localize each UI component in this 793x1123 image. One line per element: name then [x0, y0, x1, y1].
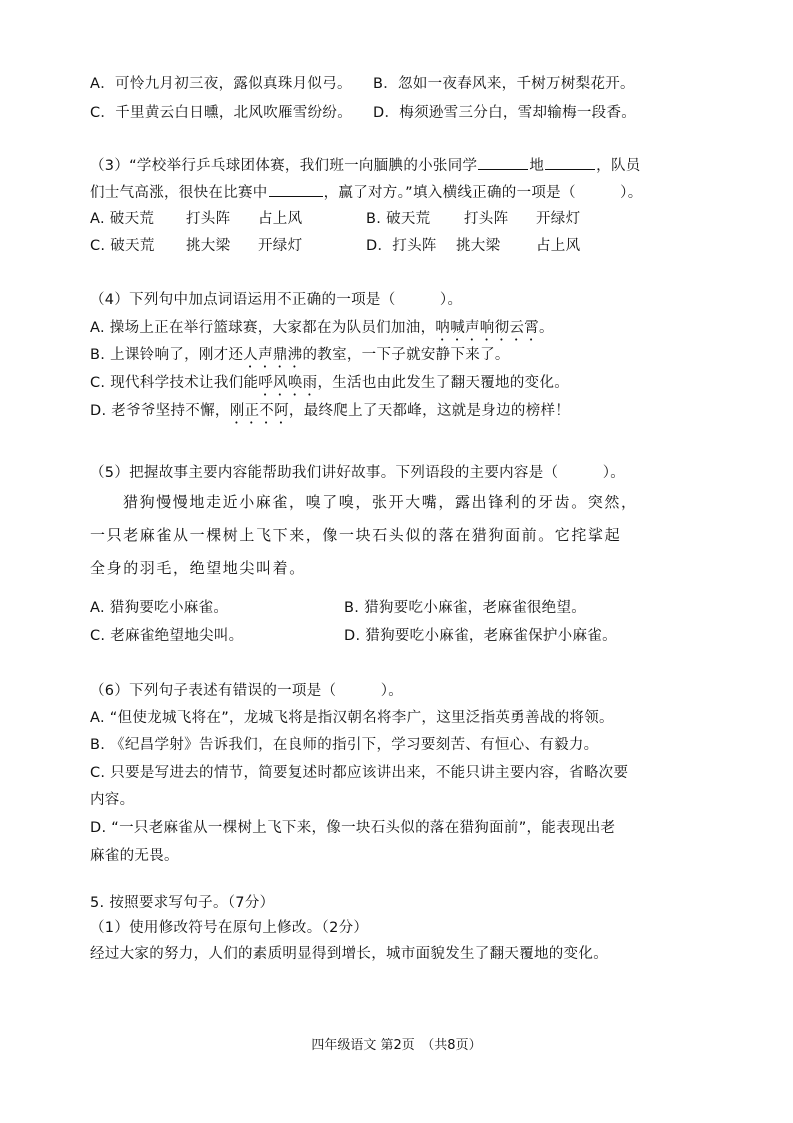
q4-option-a	[90, 318, 554, 344]
q4-text: A. 操场上正在举行篮球赛，大家都在为队员们加油，	[90, 320, 436, 336]
q2-option-d: D．梅须逊雪三分白，雪却输梅一段香。	[373, 105, 637, 121]
q5-passage-line3: 全身的羽毛，绝望地尖叫着。	[90, 559, 306, 577]
q6-option-d-line2: 麻雀的无畏。	[90, 848, 179, 864]
q4-text: B. 上课铃响了，刚才还	[90, 347, 244, 363]
q6-option-a: A. “但使龙城飞将在”，龙城飞将是指汉朝名将李广，这里泛指英勇善战的将领。	[90, 710, 614, 726]
q4-text: 。	[539, 320, 554, 336]
q5-passage-line1: 猎狗慢慢地走近小麻雀，嗅了嗅，张开大嘴，露出锋利的牙齿。突然，	[123, 493, 638, 511]
q4-text: ，生活也由此发生了翻天覆地的变化。	[317, 375, 570, 391]
q3-option-c-label: C. 破天荒	[90, 238, 155, 254]
q5-passage-line2: 一只老麻雀从一棵树上飞下来，像一块石头似的落在猎狗面前。它挓挲起	[90, 526, 622, 544]
section-5-sentence: 经过大家的努力，人们的素质明显得到增长，城市面貌发生了翻天覆地的变化。	[90, 946, 608, 962]
q3-option-b-word3: 开绿灯	[536, 211, 581, 227]
q6-stem: （6）下列句子表述有错误的一项是（ ）。	[90, 683, 404, 699]
dotted-word: 人声鼎沸	[243, 347, 303, 363]
q3-stem-text: （3）“学校举行乒乓球团体赛，我们班一向腼腆的小张同学	[90, 158, 478, 174]
q2-option-c: C．千里黄云白日曛，北风吹雁雪纷纷。	[90, 105, 353, 121]
dotted-word: 呐喊声响彻云霄	[435, 320, 539, 336]
q6-option-c-line2: 内容。	[90, 792, 135, 808]
q3-stem-text: ，队员	[596, 158, 641, 174]
q2-option-a: A．可怜九月初三夜，露似真珠月似弓。	[90, 76, 352, 92]
q4-text: D. 老爷爷坚持不懈，	[90, 403, 230, 419]
q3-stem-line1	[90, 155, 641, 176]
page-footer: 四年级语文 第2页 （共8页）	[311, 1038, 482, 1053]
q4-text: ，最终爬上了天都峰，这就是身边的榜样！	[288, 403, 571, 419]
q3-option-d-word3: 占上风	[536, 238, 581, 254]
dotted-word: 呼风唤雨	[258, 375, 318, 391]
q3-option-a-word2: 打头阵	[186, 211, 231, 227]
q3-option-d-label: D．打头阵	[366, 238, 437, 254]
section-5-title: 5. 按照要求写句子。（7分）	[90, 895, 275, 911]
q3-option-c-word3: 开绿灯	[258, 238, 303, 254]
q4-stem: （4）下列句中加点词语运用不正确的一项是（ ）。	[90, 292, 463, 308]
q5-option-b: B. 猎狗要吃小麻雀，老麻雀很绝望。	[344, 600, 587, 616]
q4-option-c	[90, 373, 569, 399]
q3-stem-text: 们士气高涨，很快在比赛中	[90, 185, 268, 201]
q3-stem-text: 地	[529, 158, 545, 174]
q6-option-d-line1: D. “一只老麻雀从一棵树上飞下来，像一块石头似的落在猎狗面前”，能表现出老	[90, 820, 616, 836]
dotted-word: 刚正不阿	[229, 403, 289, 419]
q3-stem-line2	[90, 182, 643, 203]
q3-option-c-word2: 挑大梁	[186, 238, 231, 254]
q4-option-d	[90, 401, 570, 427]
q3-option-b-label: B. 破天荒	[366, 211, 431, 227]
answer-blank	[478, 155, 528, 170]
q3-option-a-label: A. 破天荒	[90, 211, 155, 227]
q3-option-a-word3: 占上风	[258, 211, 303, 227]
q3-stem-text: ，赢了对方。”填入横线正确的一项是（ ）。	[323, 185, 643, 201]
q4-option-b	[90, 345, 510, 371]
q6-option-b: B. 《纪昌学射》告诉我们，在良师的指引下，学习要刻苦、有恒心、有毅力。	[90, 737, 599, 753]
q6-option-c-line1: C. 只要是写进去的情节，简要复述时都应该讲出来，不能只讲主要内容，省略次要	[90, 765, 629, 781]
q4-text: C. 现代科学技术让我们能	[90, 375, 259, 391]
q5-option-a: A. 猎狗要吃小麻雀。	[90, 600, 229, 616]
q5-stem: （5）把握故事主要内容能帮助我们讲好故事。下列语段的主要内容是（ ）。	[90, 465, 626, 481]
answer-blank	[269, 182, 323, 197]
q3-option-d-word2: 挑大梁	[456, 238, 501, 254]
answer-blank	[545, 155, 595, 170]
q5-option-d: D. 猎狗要吃小麻雀，老麻雀保护小麻雀。	[344, 628, 617, 644]
q5-option-c: C. 老麻雀绝望地尖叫。	[90, 628, 244, 644]
section-5-sub-question: （1）使用修改符号在原句上修改。（2分）	[90, 920, 369, 936]
q4-text: 的教室，一下子就安静下来了。	[302, 347, 510, 363]
q2-option-b: B．忽如一夜春风来，千树万树梨花开。	[373, 76, 635, 92]
q3-option-b-word2: 打头阵	[464, 211, 509, 227]
